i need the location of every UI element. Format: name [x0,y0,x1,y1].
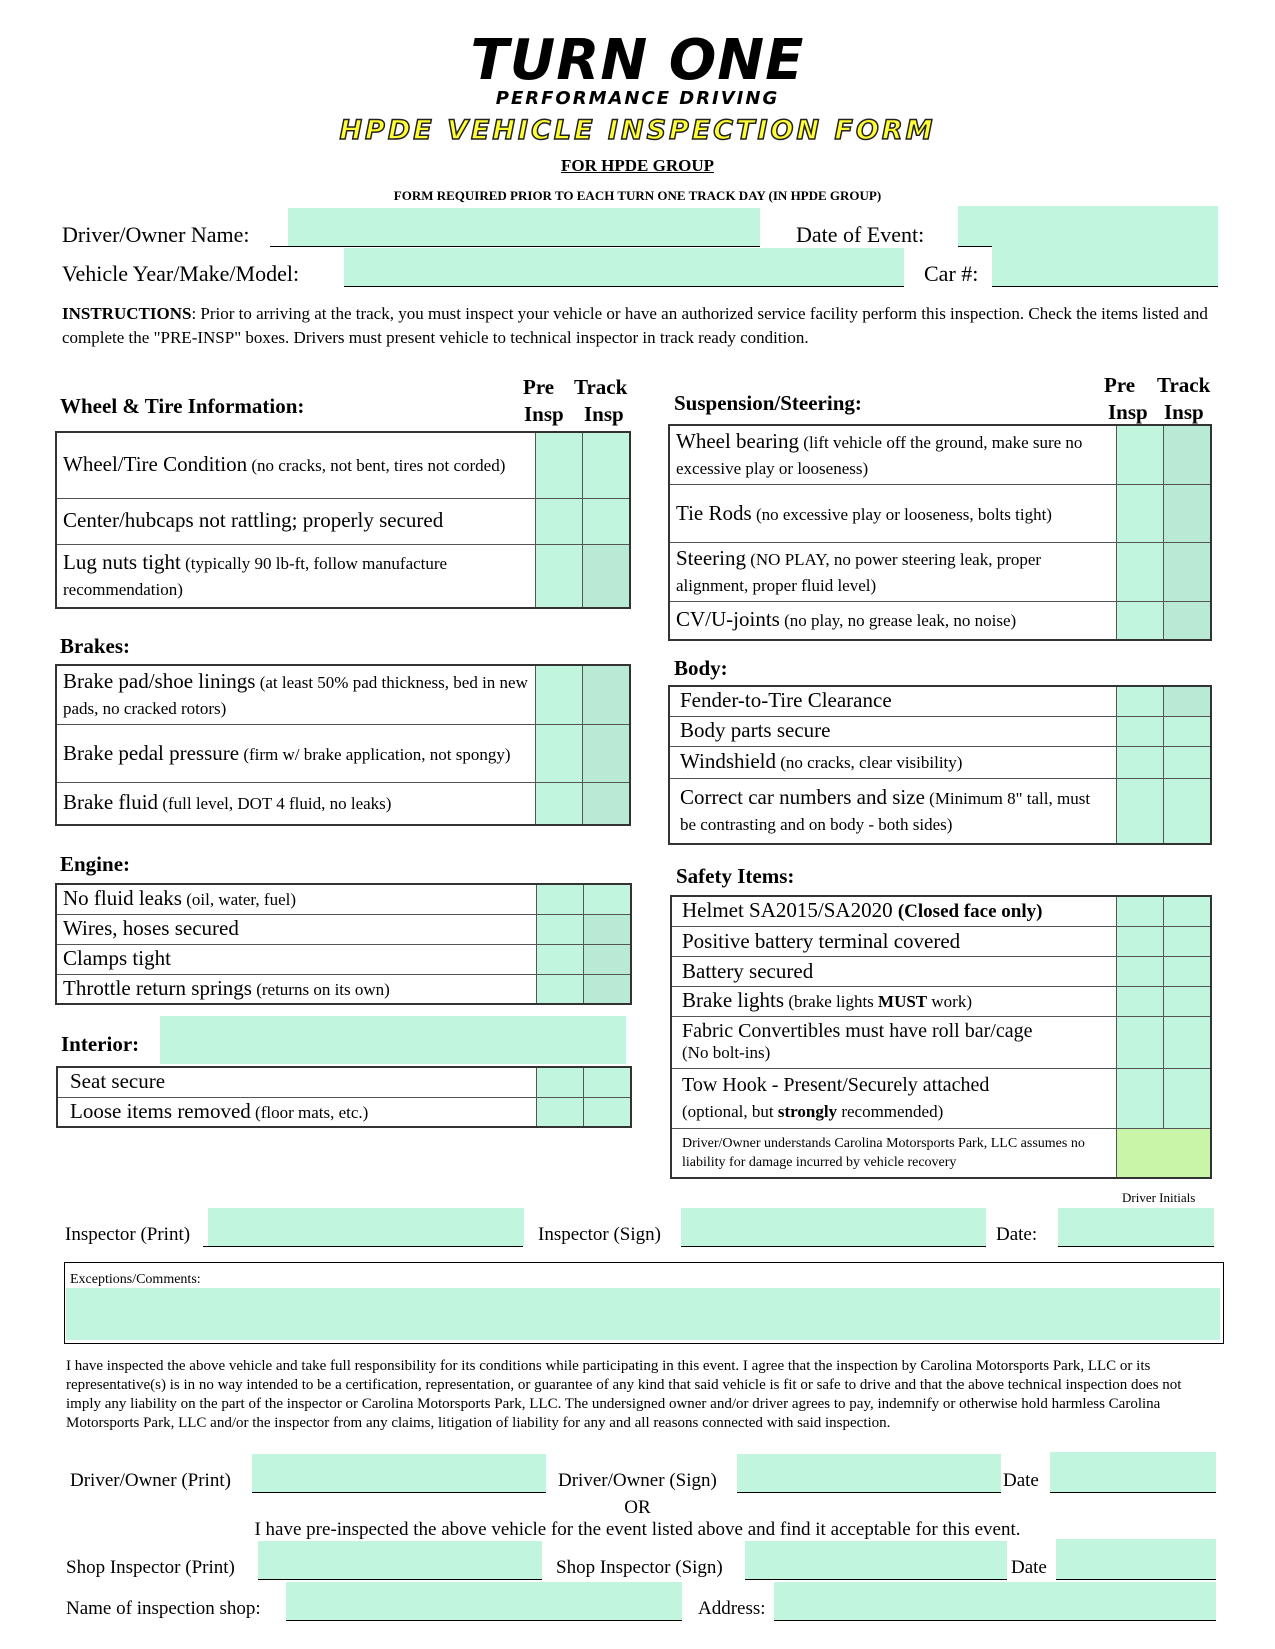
vehicle-underline [344,286,904,287]
safety-table [670,895,1212,1179]
pre-insp-box[interactable] [1117,778,1164,844]
wheel-row [56,432,630,498]
required-note: FORM REQUIRED PRIOR TO EACH TURN ONE TRACK DAY (IN HPDE GROUP) [393,188,882,203]
driver-initials-box[interactable] [1117,1128,1212,1178]
body-row [669,716,1211,746]
driver-owner-name-label: Driver/Owner Name: [62,222,250,247]
track-insp-box[interactable] [1164,485,1212,543]
safety-row [671,986,1211,1016]
battery-secured: Battery secured [671,956,1117,986]
track-insp-box[interactable] [1164,716,1212,746]
shop-print-underline [258,1579,542,1580]
shop-sign-field[interactable] [745,1541,1007,1579]
track-insp-box[interactable] [584,914,632,944]
pre-insp-box[interactable] [1117,896,1164,926]
driver-date-underline [1050,1492,1216,1493]
shop-name-underline [286,1620,682,1621]
shop-print-label: Shop Inspector (Print) [66,1557,235,1578]
helmet: Helmet SA2015/SA2020 (Closed face only) [671,896,1117,926]
driver-print-field[interactable] [252,1454,546,1492]
track-insp-box[interactable] [1164,686,1212,716]
driver-owner-name-field[interactable] [288,208,760,246]
pre-insp-box[interactable] [537,1097,584,1127]
pre-insp-box[interactable] [1117,1016,1164,1068]
logo-subtitle: PERFORMANCE DRIVING [495,88,780,109]
wheel-tire-condition: Wheel/Tire Condition (no cracks, not bent, tires not corded) [56,432,536,498]
engine-row [56,914,631,944]
shop-sign-underline [745,1579,1007,1580]
interior-row [57,1067,631,1097]
body-row [669,746,1211,778]
pre-insp-box[interactable] [537,884,584,914]
driver-name-underline [270,246,760,247]
track-insp-box[interactable] [1164,425,1212,485]
track-insp-box[interactable] [584,1097,632,1127]
body-row [669,686,1211,716]
inspector-sign-field[interactable] [681,1208,986,1246]
track-insp-box[interactable] [1164,896,1212,926]
track-insp-box[interactable] [1164,986,1212,1016]
track-insp-box[interactable] [1164,778,1212,844]
car-number-label: Car #: [924,261,979,286]
body-parts-secure: Body parts secure [669,716,1117,746]
engine-row [56,884,631,914]
date-of-event-label: Date of Event: [796,222,925,247]
shop-name-field[interactable] [286,1582,682,1620]
logo-main: TURN ONE [470,28,805,93]
track-insp-box[interactable] [584,1067,632,1097]
wheel-row [56,498,630,544]
instructions-label: INSTRUCTIONS [62,304,192,323]
inspector-print-field[interactable] [208,1208,524,1246]
throttle-return-springs: Throttle return springs (returns on its own) [56,974,537,1004]
engine-row [56,944,631,974]
body-section-title: Body: [674,656,728,680]
engine-row [56,974,631,1004]
pre-insp-box[interactable] [536,725,583,783]
track-insp-box[interactable] [1164,1016,1212,1068]
track-insp-box[interactable] [1164,746,1212,778]
shop-date-field[interactable] [1056,1539,1216,1579]
suspension-row [669,602,1211,640]
track-insp-box[interactable] [583,498,631,544]
pre-insp-box[interactable] [536,665,583,725]
pre-insp-box[interactable] [1117,485,1164,543]
pre-insp-box[interactable] [536,498,583,544]
fabric-convertibles: Fabric Convertibles must have roll bar/cage (No bolt-ins) [671,1016,1117,1068]
fender-to-tire-clearance: Fender-to-Tire Clearance [669,686,1117,716]
suspension-section-title: Suspension/Steering: [674,391,862,415]
driver-date-label: Date [1003,1470,1039,1491]
inspector-print-label: Inspector (Print) [65,1224,191,1245]
shop-date-label: Date [1011,1557,1047,1578]
shop-address-label: Address: [698,1598,766,1619]
wheel-bearing: Wheel bearing (lift vehicle off the ground, make sure no excessive play or looseness) [669,425,1117,485]
date-of-event-field[interactable] [958,206,1218,246]
pre-insp-box[interactable] [537,944,584,974]
wires-hoses-secured: Wires, hoses secured [56,914,537,944]
safety-row [671,956,1211,986]
pre-insp-box[interactable] [537,914,584,944]
safety-section-title: Safety Items: [676,864,795,888]
lug-nuts-tight: Lug nuts tight (typically 90 lb-ft, follow manufacture recommendation) [56,544,536,608]
driver-sign-underline [737,1492,1001,1493]
driver-date-field[interactable] [1050,1452,1216,1492]
pre-insp-box[interactable] [1117,716,1164,746]
brakes-row [56,665,630,725]
driver-initials-label: Driver Initials [1122,1190,1196,1205]
right-pre-header: Pre [1104,373,1136,397]
shop-print-field[interactable] [258,1541,542,1579]
instructions [62,302,1212,350]
brakes-row [56,783,630,825]
inspector-print-underline [203,1246,523,1247]
steering: Steering (NO PLAY, no power steering leak, proper alignment, proper fluid level) [669,543,1117,602]
positive-battery-terminal: Positive battery terminal covered [671,926,1117,956]
driver-print-label: Driver/Owner (Print) [70,1470,231,1491]
engine-table [55,883,632,1005]
brakes-table [55,664,631,826]
brakes-section-title: Brakes: [60,634,130,658]
interior-section-title: Interior: [61,1032,140,1056]
pre-insp-box[interactable] [1117,956,1164,986]
pre-insp-box[interactable] [1117,425,1164,485]
body-table [668,685,1212,845]
comments-label: Exceptions/Comments: [70,1272,201,1287]
form-title: HPDE VEHICLE INSPECTION FORM [339,115,936,146]
track-insp-box[interactable] [1164,956,1212,986]
track-insp-box[interactable] [583,725,631,783]
track-insp-box[interactable] [583,665,631,725]
track-insp-box[interactable] [1164,602,1212,640]
instructions-text: : Prior to arriving at the track, you must inspect your vehicle or have an authorized service facility perform this inspection. Check the items listed and complete the "PRE-INSP" boxes. Drivers must present vehicle to technical inspector in track ready condition. [62,304,1208,347]
wheel-table [55,431,631,609]
driver-sign-label: Driver/Owner (Sign) [558,1470,717,1491]
clamps-tight: Clamps tight [56,944,537,974]
inspector-sign-underline [681,1246,986,1247]
brake-pad-linings: Brake pad/shoe linings (at least 50% pad thickness, bed in new pads, no cracked rotors) [56,665,536,725]
brake-pedal-pressure: Brake pedal pressure (firm w/ brake application, not spongy) [56,725,536,783]
track-insp-box[interactable] [584,944,632,974]
suspension-row [669,543,1211,602]
shop-sign-label: Shop Inspector (Sign) [556,1557,723,1578]
group-label: FOR HPDE GROUP [561,156,714,175]
seat-secure: Seat secure [57,1067,537,1097]
tie-rods: Tie Rods (no excessive play or looseness, bolts tight) [669,485,1117,543]
brakes-row [56,725,630,783]
car-number-field[interactable] [992,246,1218,286]
right-pre-insp-header: Insp [1108,400,1148,424]
brake-lights: Brake lights (brake lights MUST work) [671,986,1117,1016]
pre-insp-box[interactable] [1117,986,1164,1016]
left-track-insp-header: Insp [584,402,624,426]
left-pre-insp-header: Insp [524,402,564,426]
inspector-sign-label: Inspector (Sign) [538,1224,661,1245]
interior-field[interactable] [160,1016,626,1064]
track-insp-box[interactable] [1164,926,1212,956]
liability-statement: I have inspected the above vehicle and take full responsibility for its conditions while participating in this event. I agree that the inspection by Carolina Motorsports Park, LLC or its representative(s) is in no way intended to be a certification, representation, or guarantee of any kind that said vehicle is fit or safe to drive and that the above technical inspection does not imply any liability on the part of the inspector or Carolina Motorsports Park, LLC. The undersigned owner and/or driver agrees to pay, indemnify or otherwise hold harmless Carolina Motorsports Park, LLC and/or the inspector from any claims, litigation of liability for any and all reasons connected with said inspection. [66,1358,1182,1431]
track-insp-box[interactable] [583,544,631,608]
pre-insp-box[interactable] [537,974,584,1004]
windshield: Windshield (no cracks, clear visibility) [669,746,1117,778]
no-fluid-leaks: No fluid leaks (oil, water, fuel) [56,884,537,914]
tow-hook: Tow Hook - Present/Securely attached (optional, but strongly recommended) [671,1068,1117,1128]
comments-field[interactable] [66,1288,1220,1340]
track-insp-box[interactable] [584,974,632,1004]
safety-row [671,1128,1211,1178]
shop-address-field[interactable] [774,1582,1216,1620]
pre-insp-box[interactable] [1117,602,1164,640]
track-insp-box[interactable] [584,884,632,914]
driver-print-underline [252,1492,546,1493]
hubcaps-secured: Center/hubcaps not rattling; properly secured [56,498,536,544]
wheel-row [56,544,630,608]
suspension-row [669,485,1211,543]
shop-address-underline [774,1620,1216,1621]
track-insp-box[interactable] [583,432,631,498]
suspension-row [669,425,1211,485]
shop-date-underline [1056,1579,1216,1580]
pre-inspection-statement: I have pre-inspected the above vehicle for the event listed above and find it acceptable for this event. [254,1519,1021,1540]
track-insp-box[interactable] [583,783,631,825]
loose-items-removed: Loose items removed (floor mats, etc.) [57,1097,537,1127]
body-row [669,778,1211,844]
interior-table [56,1066,632,1128]
pre-insp-box[interactable] [1117,746,1164,778]
left-pre-header: Pre [523,375,555,399]
safety-row [671,1068,1211,1128]
pre-insp-box[interactable] [1117,926,1164,956]
interior-row [57,1097,631,1127]
or-separator: OR [624,1497,651,1518]
pre-insp-box[interactable] [1117,1068,1164,1128]
engine-section-title: Engine: [60,852,131,876]
track-insp-box[interactable] [1164,1068,1212,1128]
driver-sign-field[interactable] [737,1454,1001,1492]
liability-acknowledgement: Driver/Owner understands Carolina Motorsports Park, LLC assumes no liability for damage incurred by vehicle recovery [671,1128,1117,1178]
car-number-underline [992,286,1218,287]
cv-u-joints: CV/U-joints (no play, no grease leak, no noise) [669,602,1117,640]
right-track-header: Track [1157,373,1211,397]
wheel-section-title: Wheel & Tire Information: [60,394,305,418]
pre-insp-box[interactable] [536,783,583,825]
pre-insp-box[interactable] [536,432,583,498]
car-numbers: Correct car numbers and size (Minimum 8" tall, must be contrasting and on body - both sides) [669,778,1117,844]
brake-fluid: Brake fluid (full level, DOT 4 fluid, no leaks) [56,783,536,825]
suspension-table [668,424,1212,641]
track-insp-box[interactable] [1164,543,1212,602]
pre-insp-box[interactable] [1117,686,1164,716]
inspector-date-underline [1058,1246,1214,1247]
pre-insp-box[interactable] [536,544,583,608]
inspector-date-label: Date: [996,1224,1038,1245]
safety-row [671,896,1211,926]
right-track-insp-header: Insp [1164,400,1204,424]
safety-row [671,1016,1211,1068]
pre-insp-box[interactable] [1117,543,1164,602]
vehicle-label: Vehicle Year/Make/Model: [62,261,300,286]
left-track-header: Track [574,375,628,399]
inspector-date-field[interactable] [1058,1208,1214,1246]
vehicle-field[interactable] [344,248,904,286]
safety-row [671,926,1211,956]
shop-name-label: Name of inspection shop: [66,1598,261,1619]
pre-insp-box[interactable] [537,1067,584,1097]
